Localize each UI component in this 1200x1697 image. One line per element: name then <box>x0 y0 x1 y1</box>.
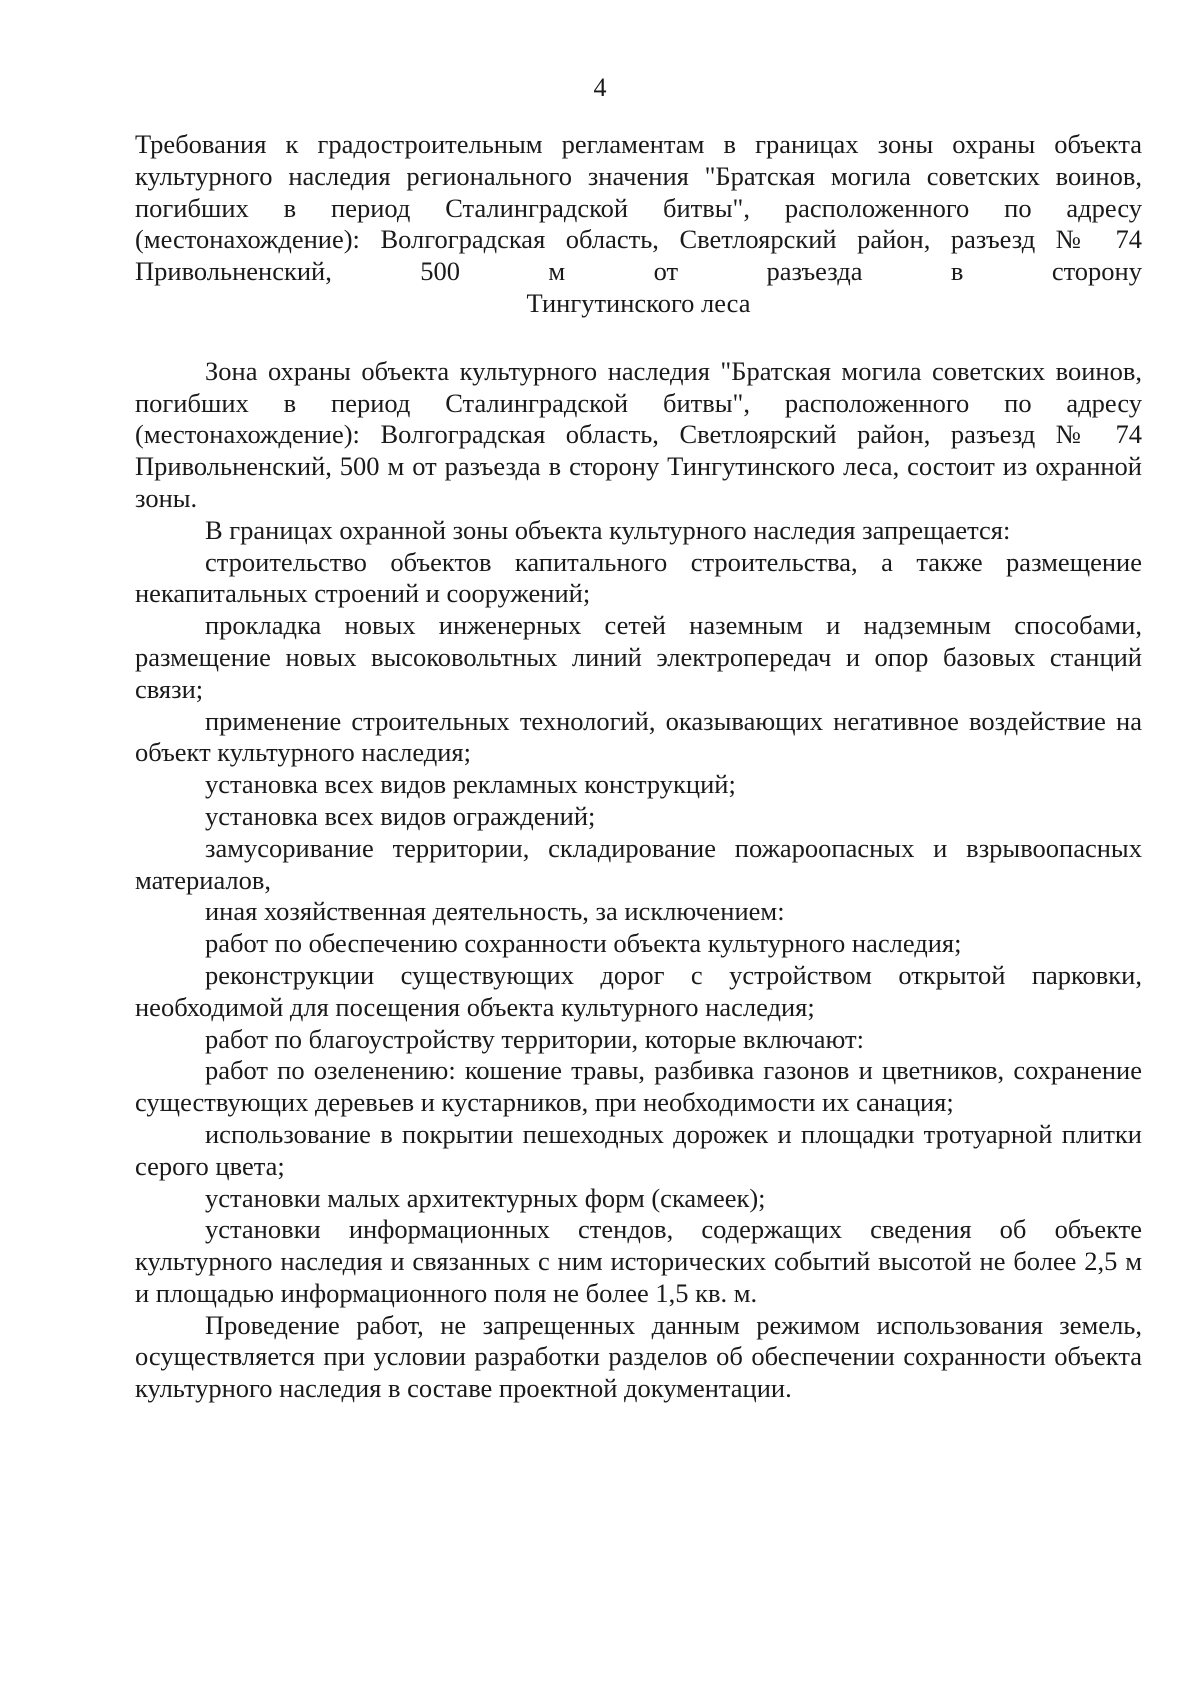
body-paragraph: работ по благоустройству территории, которые включают: <box>205 1023 864 1054</box>
body-paragraph: использование в покрытии пешеходных дорожек и площадки тротуарной плитки серого цвета; <box>135 1118 1142 1181</box>
body-paragraph: замусоривание территории, складирование пожароопасных и взрывоопасных материалов, <box>135 832 1142 895</box>
heading-line: Требования к градостроительным регламентам в границах зоны охраны объекта <box>135 129 1142 159</box>
body-paragraph: установка всех видов ограждений; <box>205 800 596 831</box>
body-paragraph: установка всех видов рекламных конструкций; <box>205 769 736 800</box>
document-heading <box>135 129 1142 320</box>
body-paragraph: прокладка новых инженерных сетей наземным и надземным способами, размещение новых высоковольтных линий электропередач и опор базовых станций связи; <box>135 610 1142 704</box>
body-paragraph: работ по обеспечению сохранности объекта культурного наследия; <box>205 928 962 959</box>
body-paragraph: установки информационных стендов, содержащих сведения об объекте культурного наследия и связанных с ним исторических событий высотой не более 2,5 м и площадью информационного поля не более 1,5 кв. м. <box>135 1214 1142 1308</box>
body-paragraph: иная хозяйственная деятельность, за исключением: <box>205 896 785 927</box>
body-paragraph: В границах охранной зоны объекта культурного наследия запрещается: <box>205 514 1011 545</box>
heading-line: Привольненский, 500 м от разъезда в сторону <box>135 256 1142 287</box>
heading-line: культурного наследия регионального значения "Братская могила советских воинов, <box>135 160 1142 191</box>
page-number: 4 <box>593 73 607 102</box>
heading-line: (местонахождение): Волгоградская область, Светлоярский район, разъезд № 74 <box>135 224 1142 255</box>
body-paragraph: реконструкции существующих дорог с устройством открытой парковки, необходимой для посещения объекта культурного наследия; <box>135 959 1142 1022</box>
body-paragraph: применение строительных технологий, оказывающих негативное воздействие на объект культурного наследия; <box>135 705 1142 768</box>
document-content <box>135 129 1142 1405</box>
body-paragraph: Зона охраны объекта культурного наследия "Братская могила советских воинов, погибших в период Сталинградской битвы", расположенного по адресу (местонахождение): Волгоградская область, Светлоярский район, разъезд № 74 Привольненский, 500 м от разъезда в сторону Тингутинского леса, состоит из охранной зоны. <box>135 355 1142 513</box>
heading-line: погибших в период Сталинградской битвы", расположенного по адресу <box>135 192 1142 223</box>
body-paragraph: установки малых архитектурных форм (скамеек); <box>205 1182 766 1213</box>
document-body <box>135 356 1142 1405</box>
heading-line: Тингутинского леса <box>526 287 751 318</box>
body-paragraph: Проведение работ, не запрещенных данным режимом использования земель, осуществляется при условии разработки разделов об обеспечении сохранности объекта культурного наследия в составе проектной документации. <box>135 1309 1142 1404</box>
body-paragraph: строительство объектов капитального строительства, а также размещение некапитальных строений и сооружений; <box>135 546 1142 609</box>
body-paragraph: работ по озеленению: кошение травы, разбивка газонов и цветников, сохранение существующих деревьев и кустарников, при необходимости их санация; <box>135 1055 1142 1118</box>
